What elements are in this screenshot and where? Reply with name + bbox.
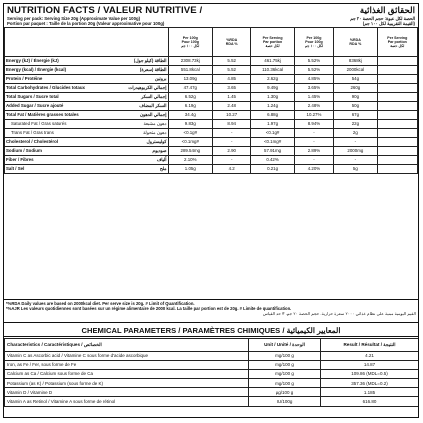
nutrition-row xyxy=(5,57,418,66)
chemical-parameters-title xyxy=(4,325,418,337)
chemical-result: 357.36 (MDL=0.2) xyxy=(321,379,419,388)
nutrition-row xyxy=(5,75,418,84)
nutrient-value-v4: 5.52% xyxy=(294,66,333,75)
nutrient-name: Saturated Fat / Gras saturés xyxy=(11,121,67,127)
nutrient-value-v2: 5.52 xyxy=(213,66,251,75)
nutrient-value-v2: - xyxy=(213,138,251,147)
nutrient-name-ar: بروتين xyxy=(154,76,167,82)
nutrient-value-v5: 8368kj xyxy=(334,57,377,66)
nutrient-name-ar: صوديوم xyxy=(152,148,167,154)
nutrition-table-body xyxy=(5,57,418,174)
nutrition-header-col: Per 100g Pour 100g لكل ١٠٠ جم xyxy=(168,28,213,57)
nutrient-value-v2: 8.94 xyxy=(213,120,251,129)
footnote-line-2: *%AJR Les valeurs quotidiennes sont basées sur un régime alimentaire de 2000 kcal. La taille par portion est de 20g. # Limite de quantification. xyxy=(6,306,292,312)
nutrient-value-v5: 90g xyxy=(334,93,377,102)
nutrient-value-v2: 10.27 xyxy=(213,111,251,120)
chemical-result: 109.86 (MDL=0.5) xyxy=(321,370,419,379)
nutrient-value-v1: 13.09g xyxy=(168,75,213,84)
nutrient-value-v4: 3.65% xyxy=(294,84,333,93)
nutrient-value-spacer xyxy=(377,156,417,165)
serving-info xyxy=(7,16,257,26)
label-title-row xyxy=(4,4,418,16)
nutrient-value-v1: 6.52g xyxy=(168,93,213,102)
nutrient-name: Protein / Protéine xyxy=(6,76,43,82)
nutrient-name: Total Fat / Matières grasses totales xyxy=(6,112,79,118)
nutrient-name: Energy (kJ) / Énergie (kJ) xyxy=(6,58,59,64)
serving-line-2: Portion par paquet : Taille de la portion 20g (Valeur approximative pour 100g) xyxy=(7,21,165,26)
nutrient-name-ar: ألياف xyxy=(156,157,167,163)
footnote-line-1: *%RDA Daily values are based on 2000kcal diet. Per serve size is 20g. # Limit of Quantification. xyxy=(6,301,195,306)
serving-info-ar xyxy=(265,16,415,26)
footnote-line-3-ar: القيم اليومية مبنية على نظام غذائي ٢٠٠٠ سعرة حرارية. حجم الحصة ٢٠ جم. # حد القياس xyxy=(262,311,416,317)
nutrient-name-cell xyxy=(5,111,169,120)
chemical-row xyxy=(5,379,419,388)
nutrient-value-v4: 1.45% xyxy=(294,93,333,102)
nutrition-header-col: Per Serving Par portion لكل حصة xyxy=(251,28,294,57)
nutrient-value-v1: 2.10% xyxy=(168,156,213,165)
nutrient-value-v2: 3.65 xyxy=(213,84,251,93)
nutrient-name: Salt / Sel xyxy=(6,166,25,172)
serving-ar-line-1: الحصة لكل عبوة: حجم الحصة ٢٠ جم xyxy=(350,16,415,21)
nutrient-value-v5: - xyxy=(334,156,377,165)
nutrition-header-col: %RDA RDA % xyxy=(334,28,377,57)
nutrient-name-cell xyxy=(5,147,169,156)
nutrient-value-v3: 1.30g xyxy=(251,93,294,102)
chemical-result: 1.185 xyxy=(321,388,419,397)
chemical-row xyxy=(5,352,419,361)
nutrient-value-v2: 4.85 xyxy=(213,75,251,84)
nutrient-value-v2: 4.2 xyxy=(213,165,251,174)
nutrition-row xyxy=(5,138,418,147)
nutrient-value-v3: 0.42% xyxy=(251,156,294,165)
nutrient-value-spacer xyxy=(377,66,417,75)
nutrient-value-v3: 1.97g xyxy=(251,120,294,129)
chemical-table xyxy=(4,338,419,407)
nutrient-value-v4: - xyxy=(294,129,333,138)
nutrient-value-v3: 6.88g xyxy=(251,111,294,120)
nutrient-name-cell xyxy=(5,84,169,93)
chemical-header-result: Result / Résultat / النتيجة xyxy=(321,339,419,352)
nutrient-value-v4: 4.20% xyxy=(294,165,333,174)
nutrient-value-v3: 461.75kj xyxy=(251,57,294,66)
chemical-result: 616.80 xyxy=(321,397,419,406)
chemical-header-characteristics: Characteristics / Caractéristiques / الخصائص xyxy=(5,339,249,352)
chemical-name: Vitamin A as Retinol / Vitamine A sous forme de rétinol xyxy=(5,397,249,406)
nutrient-name: Energy (kcal) / Énergie (kcal) xyxy=(6,67,67,73)
nutrient-value-v1: 1.05g xyxy=(168,165,213,174)
nutrient-value-v4: 2.48% xyxy=(294,102,333,111)
serving-line-1: Serving per pack: Serving Size 20g (Approximate Value per 100g) xyxy=(7,16,141,21)
nutrient-value-v1: 6.19g xyxy=(168,102,213,111)
nutrient-name-ar: ملح xyxy=(159,166,167,172)
nutrition-row xyxy=(5,84,418,93)
nutrient-value-v3: <0.1mg# xyxy=(251,138,294,147)
nutrient-value-v2: 2.48 xyxy=(213,102,251,111)
nutrition-row xyxy=(5,147,418,156)
nutrient-value-v1: <0.1g# xyxy=(168,129,213,138)
nutrient-value-v1: <0.1mg# xyxy=(168,138,213,147)
nutrition-header-col: Per 100g Pour 100g لكل ١٠٠ جم xyxy=(294,28,333,57)
nutrient-value-v4: - xyxy=(294,138,333,147)
nutrient-name-cell xyxy=(5,165,169,174)
nutrient-name-ar: الطاقة (كيلو جول) xyxy=(133,58,167,64)
nutrient-value-v2: - xyxy=(213,156,251,165)
nutrient-value-v5: 22g xyxy=(334,120,377,129)
nutrient-value-spacer xyxy=(377,57,417,66)
nutrition-header-col: %RDA RDA % xyxy=(213,28,251,57)
label-title-en: NUTRITION FACTS / VALEUR NUTRITIVE / xyxy=(7,4,203,16)
nutrient-value-v1: 2308.73kj xyxy=(168,57,213,66)
nutrition-label xyxy=(3,3,419,418)
chemical-table-body xyxy=(5,352,419,407)
nutrient-name-cell xyxy=(5,66,169,75)
chemical-title-ar: المعايير الكيميائية xyxy=(286,326,341,335)
chemical-name: Potassium (as K) / Potassium (sous forme de K) xyxy=(5,379,249,388)
nutrient-name-cell xyxy=(5,138,169,147)
chemical-unit: µg/100 g xyxy=(249,388,321,397)
nutrient-value-v2: 2.90 xyxy=(213,147,251,156)
nutrient-value-spacer xyxy=(377,129,417,138)
nutrient-value-v3: 1.24g xyxy=(251,102,294,111)
nutrient-name-cell xyxy=(5,93,169,102)
nutrient-value-v5: 2000mg xyxy=(334,147,377,156)
nutrition-row xyxy=(5,165,418,174)
nutrient-value-v5: 2000kcal xyxy=(334,66,377,75)
nutrient-value-v1: 9.83g xyxy=(168,120,213,129)
chemical-name: Iron, as Fe / Fer, sous forme de Fe xyxy=(5,361,249,370)
nutrient-value-spacer xyxy=(377,84,417,93)
chemical-unit: mg/100 g xyxy=(249,361,321,370)
nutrient-name-ar: الطاقة (سعرة) xyxy=(139,67,167,73)
rda-footnote xyxy=(4,299,418,323)
nutrient-value-v4: 4.85% xyxy=(294,75,333,84)
nutrient-value-v5: 5g xyxy=(334,165,377,174)
nutrient-value-v5: 50g xyxy=(334,102,377,111)
chemical-row xyxy=(5,361,419,370)
chemical-row xyxy=(5,370,419,379)
nutrient-value-v1: 551.8kcal xyxy=(168,66,213,75)
nutrient-value-v1: 34.4g xyxy=(168,111,213,120)
nutrient-name-ar: دهون مشبعة xyxy=(143,121,167,127)
nutrient-name: Total Carbohydrates / Glucides totaux xyxy=(6,85,85,91)
nutrient-name-ar: إجمالي السكر xyxy=(141,94,167,100)
chemical-result: 14.87 xyxy=(321,361,419,370)
nutrient-value-spacer xyxy=(377,165,417,174)
nutrient-value-spacer xyxy=(377,75,417,84)
nutrient-name-ar: إجمالي الكربوهيدرات xyxy=(128,85,167,91)
nutrition-row xyxy=(5,156,418,165)
nutrient-value-spacer xyxy=(377,147,417,156)
nutrient-value-v3: 110.36kcal xyxy=(251,66,294,75)
nutrient-name-ar: السكر المضاف xyxy=(139,103,167,109)
nutrient-name-ar: دهون متحولة xyxy=(143,130,167,136)
chemical-name: Calcium as Ca / Calcium sous forme de Ca xyxy=(5,370,249,379)
nutrient-value-spacer xyxy=(377,111,417,120)
nutrient-value-v3: 9.49g xyxy=(251,84,294,93)
nutrient-name: Trans Fat / Gras trans xyxy=(11,130,54,136)
nutrient-value-v3: 57.91mg xyxy=(251,147,294,156)
nutrient-value-v2: 1.45 xyxy=(213,93,251,102)
nutrient-value-v3: 0.21g xyxy=(251,165,294,174)
chemical-header-row xyxy=(5,339,419,352)
nutrient-name-cell xyxy=(5,57,169,66)
chemical-row xyxy=(5,388,419,397)
chemical-unit: mg/100 g xyxy=(249,370,321,379)
nutrient-value-spacer xyxy=(377,93,417,102)
nutrient-name-cell xyxy=(5,75,169,84)
nutrient-value-spacer xyxy=(377,120,417,129)
chemical-result: 4.21 xyxy=(321,352,419,361)
nutrient-name-cell xyxy=(5,129,169,138)
nutrient-name-ar: إجمالي الدهون xyxy=(139,112,167,118)
nutrient-value-v2: 5.52 xyxy=(213,57,251,66)
nutrient-value-v3: <0.1g# xyxy=(251,129,294,138)
nutrient-value-v5: 54g xyxy=(334,75,377,84)
nutrient-value-spacer xyxy=(377,102,417,111)
nutrient-value-v5: 67g xyxy=(334,111,377,120)
nutrient-value-v4: 2.89% xyxy=(294,147,333,156)
nutrition-row xyxy=(5,66,418,75)
label-title-ar: الحقائق الغذائية xyxy=(359,4,415,15)
nutrition-row xyxy=(5,93,418,102)
nutrition-row xyxy=(5,120,418,129)
nutrition-header-blank xyxy=(5,28,169,57)
nutrition-row xyxy=(5,102,418,111)
nutrient-name: Added Sugar / Sucre ajouté xyxy=(6,103,64,109)
nutrient-value-v2: - xyxy=(213,129,251,138)
nutrient-name: Fiber / Fibres xyxy=(6,157,34,163)
nutrient-value-v4: - xyxy=(294,156,333,165)
nutrition-header-col: Per Serving Par portion لكل حصة xyxy=(377,28,417,57)
nutrient-value-v4: 8.94% xyxy=(294,120,333,129)
nutrient-value-v1: 47.47g xyxy=(168,84,213,93)
nutrient-value-v5: - xyxy=(334,138,377,147)
nutrient-name-cell xyxy=(5,120,169,129)
nutrient-name-cell xyxy=(5,156,169,165)
nutrient-value-v4: 5.52% xyxy=(294,57,333,66)
nutrient-name-cell xyxy=(5,102,169,111)
chemical-row xyxy=(5,397,419,406)
nutrient-value-v4: 10.27% xyxy=(294,111,333,120)
nutrient-value-spacer xyxy=(377,138,417,147)
nutrient-name-ar: كوليسترول xyxy=(146,139,167,145)
chemical-name: Vitamin C as Ascorbic acid / Vitamine C sous forme d'acide ascorbique xyxy=(5,352,249,361)
nutrient-name: Total Sugars / Sucre total xyxy=(6,94,59,100)
nutrition-header-row xyxy=(5,28,418,57)
nutrition-table xyxy=(4,27,418,174)
nutrient-name: Cholesterol / Cholestérol xyxy=(6,139,58,145)
nutrition-row xyxy=(5,129,418,138)
nutrient-value-v1: 289.54mg xyxy=(168,147,213,156)
chemical-name: Vitamin D / Vitamine D xyxy=(5,388,249,397)
chemical-header-unit: Unit / Unité / الوحدة xyxy=(249,339,321,352)
nutrition-row xyxy=(5,111,418,120)
chemical-unit: IU/100g xyxy=(249,397,321,406)
chemical-title-text: CHEMICAL PARAMETERS / PARAMÈTRES CHIMIQUES / xyxy=(81,326,285,335)
chemical-unit: mg/100 g xyxy=(249,352,321,361)
nutrient-name: Sodium / Sodium xyxy=(6,148,42,154)
serving-ar-line-2: (القيمة التقريبية لكل ١٠٠ جم) xyxy=(362,21,415,26)
nutrient-value-v3: 2.62g xyxy=(251,75,294,84)
nutrient-value-v5: 2g xyxy=(334,129,377,138)
chemical-unit: mg/100 g xyxy=(249,379,321,388)
nutrient-value-v5: 260g xyxy=(334,84,377,93)
